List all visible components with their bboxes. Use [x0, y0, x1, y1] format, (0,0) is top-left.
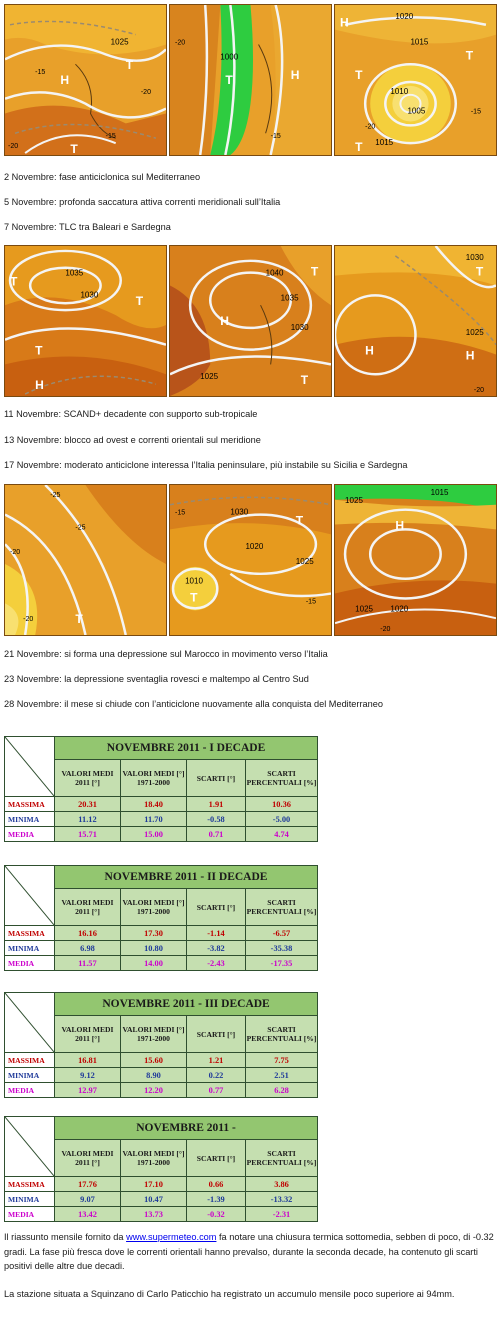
table-cell: -2.31 — [246, 1207, 318, 1222]
col-header-valori-medi-1971-2000: VALORI MEDI [°] 1971-2000 — [121, 760, 187, 797]
col-header-valori-medi-2011: VALORI MEDI 2011 [°] — [55, 889, 121, 926]
maps-row-1 — [4, 4, 497, 156]
svg-text:1000: 1000 — [220, 52, 239, 62]
maps-row-2 — [4, 245, 497, 397]
table-cell: 10.80 — [121, 941, 187, 956]
table-cell: 8.90 — [121, 1068, 187, 1083]
svg-text:-20: -20 — [365, 123, 376, 131]
svg-text:T: T — [355, 140, 363, 155]
table-cell: -5.00 — [246, 812, 318, 827]
table-ii-decade — [4, 865, 318, 971]
table-cell: 11.57 — [55, 956, 121, 971]
table-cell: 0.71 — [187, 827, 246, 842]
table-iii-decade — [4, 992, 318, 1098]
svg-text:-20: -20 — [380, 626, 391, 634]
table-cell: 12.20 — [121, 1083, 187, 1098]
caption-11-novembre: 11 Novembre: SCAND+ decadente con supporto sub-tropicale — [4, 409, 258, 419]
svg-text:1015: 1015 — [430, 487, 449, 497]
row-label-media: MEDIA — [5, 1083, 55, 1098]
table-corner — [5, 866, 55, 926]
svg-text:T: T — [135, 294, 144, 309]
svg-text:T: T — [75, 612, 83, 627]
svg-text:-20: -20 — [23, 616, 34, 624]
table-cell: 9.07 — [55, 1192, 121, 1207]
col-header-valori-medi-2011: VALORI MEDI 2011 [°] — [55, 760, 121, 797]
table-cell: 17.10 — [121, 1177, 187, 1192]
svg-text:1030: 1030 — [230, 507, 249, 517]
weather-map-28-novembre — [334, 484, 497, 636]
svg-text:1030: 1030 — [80, 290, 99, 300]
row-label-media: MEDIA — [5, 1207, 55, 1222]
table-cell: 15.00 — [121, 827, 187, 842]
svg-text:1010: 1010 — [185, 576, 203, 586]
weather-map-13-novembre — [169, 245, 332, 397]
table-cell: 13.73 — [121, 1207, 187, 1222]
svg-text:1035: 1035 — [280, 293, 299, 303]
col-header-scarti: SCARTI [°] — [187, 1016, 246, 1053]
weather-map-23-novembre — [169, 484, 332, 636]
table-cell: 0.22 — [187, 1068, 246, 1083]
svg-text:1025: 1025 — [295, 557, 314, 566]
svg-text:T: T — [70, 142, 78, 155]
svg-text:-15: -15 — [35, 69, 46, 77]
table-cell: 17.30 — [121, 926, 187, 941]
table-cell: 11.70 — [121, 812, 187, 827]
svg-text:1035: 1035 — [65, 268, 84, 278]
svg-text:1020: 1020 — [395, 11, 414, 21]
table-cell: 6.28 — [246, 1083, 318, 1098]
svg-text:1030: 1030 — [290, 322, 309, 332]
svg-text:1025: 1025 — [355, 604, 374, 614]
table-cell: 3.86 — [246, 1177, 318, 1192]
table-cell: -1.39 — [187, 1192, 246, 1207]
weather-map-2-novembre — [4, 4, 167, 156]
table-cell: 1.91 — [187, 797, 246, 812]
col-header-valori-medi-1971-2000: VALORI MEDI [°] 1971-2000 — [121, 1140, 187, 1177]
col-header-scarti-percentuali: SCARTI PERCENTUALI [%] — [246, 1016, 318, 1053]
table-cell: 0.66 — [187, 1177, 246, 1192]
col-header-scarti: SCARTI [°] — [187, 889, 246, 926]
caption-21-novembre: 21 Novembre: si forma una depressione sul Marocco in movimento verso l’Italia — [4, 649, 328, 659]
weather-map-5-novembre — [169, 4, 332, 156]
table-corner — [5, 1117, 55, 1177]
row-label-media: MEDIA — [5, 827, 55, 842]
caption-7-novembre: 7 Novembre: TLC tra Baleari e Sardegna — [4, 222, 171, 232]
svg-text:T: T — [355, 68, 363, 82]
row-label-massima: MASSIMA — [5, 797, 55, 812]
svg-text:-20: -20 — [10, 549, 21, 557]
supermeteo-link[interactable]: www.supermeteo.com — [126, 1232, 217, 1242]
svg-text:H: H — [35, 378, 44, 393]
table-title: NOVEMBRE 2011 - I DECADE — [55, 737, 318, 760]
table-cell: -17.35 — [246, 956, 318, 971]
svg-text:H: H — [60, 73, 70, 87]
table-title: NOVEMBRE 2011 - — [55, 1117, 318, 1140]
table-cell: 15.60 — [121, 1053, 187, 1068]
table-cell: 1.21 — [187, 1053, 246, 1068]
table-cell: 9.12 — [55, 1068, 121, 1083]
svg-text:H: H — [290, 68, 300, 82]
table-cell: -3.82 — [187, 941, 246, 956]
svg-text:T: T — [300, 373, 309, 388]
table-cell: -35.38 — [246, 941, 318, 956]
map-label: 1025 — [110, 37, 129, 47]
caption-5-novembre: 5 Novembre: profonda saccatura attiva correnti meridionali sull’Italia — [4, 197, 281, 207]
table-i-decade — [4, 736, 318, 842]
row-label-massima: MASSIMA — [5, 1177, 55, 1192]
table-corner — [5, 737, 55, 797]
svg-text:1025: 1025 — [200, 372, 219, 382]
station-paragraph: La stazione situata a Squinzano di Carlo Paticchio ha registrato un accumulo mensile poco superiore ai 94mm. — [4, 1289, 455, 1299]
table-cell: 0.77 — [187, 1083, 246, 1098]
svg-text:H: H — [465, 348, 475, 363]
weather-map-17-novembre — [334, 245, 497, 397]
col-header-valori-medi-1971-2000: VALORI MEDI [°] 1971-2000 — [121, 1016, 187, 1053]
table-cell: 16.16 — [55, 926, 121, 941]
table-title: NOVEMBRE 2011 - III DECADE — [55, 993, 318, 1016]
row-label-minima: MINIMA — [5, 1068, 55, 1083]
svg-text:1015: 1015 — [410, 37, 429, 47]
row-label-massima: MASSIMA — [5, 1053, 55, 1068]
caption-13-novembre: 13 Novembre: blocco ad ovest e correnti orientali sul meridione — [4, 435, 261, 445]
col-header-scarti-percentuali: SCARTI PERCENTUALI [%] — [246, 889, 318, 926]
svg-text:-15: -15 — [105, 133, 116, 141]
table-cell: 16.81 — [55, 1053, 121, 1068]
svg-text:T: T — [225, 73, 233, 87]
col-header-scarti-percentuali: SCARTI PERCENTUALI [%] — [246, 760, 318, 797]
weather-map-7-novembre — [334, 4, 497, 156]
svg-text:T: T — [10, 274, 18, 289]
table-cell: 14.00 — [121, 956, 187, 971]
table-cell: 11.12 — [55, 812, 121, 827]
table-novembre-totale — [4, 1116, 318, 1222]
svg-text:1020: 1020 — [390, 604, 409, 614]
svg-text:1010: 1010 — [390, 86, 409, 96]
table-cell: -13.32 — [246, 1192, 318, 1207]
svg-text:H: H — [220, 314, 230, 328]
table-cell: -0.58 — [187, 812, 246, 827]
svg-text:1005: 1005 — [407, 106, 426, 116]
summary-paragraph: Il riassunto mensile fornito da www.supermeteo.com fa notare una chiusura termica sottomedia, sebben di poco, di -0.32 gradi. La fase più fresca dove le correnti orientali hanno prevalso, durante la seconda decade, ha contenuto gli scarti positivi delle altre due decadi. — [4, 1232, 494, 1271]
table-cell: -1.14 — [187, 926, 246, 941]
table-cell: 12.97 — [55, 1083, 121, 1098]
svg-text:T: T — [475, 264, 484, 279]
svg-text:H: H — [340, 15, 349, 30]
col-header-valori-medi-2011: VALORI MEDI 2011 [°] — [55, 1016, 121, 1053]
svg-text:H: H — [365, 343, 374, 358]
svg-text:-15: -15 — [175, 509, 186, 517]
table-cell: 18.40 — [121, 797, 187, 812]
svg-text:-20: -20 — [140, 88, 152, 96]
table-title: NOVEMBRE 2011 - II DECADE — [55, 866, 318, 889]
table-cell: 6.98 — [55, 941, 121, 956]
caption-23-novembre: 23 Novembre: la depressione sventaglia rovesci e maltempo al Centro Sud — [4, 674, 309, 684]
table-cell: 17.76 — [55, 1177, 121, 1192]
col-header-scarti: SCARTI [°] — [187, 1140, 246, 1177]
maps-row-3 — [4, 484, 497, 636]
svg-text:T: T — [310, 264, 319, 279]
col-header-scarti: SCARTI [°] — [187, 760, 246, 797]
svg-text:1025: 1025 — [465, 327, 484, 337]
svg-text:-20: -20 — [473, 387, 485, 395]
row-label-media: MEDIA — [5, 956, 55, 971]
svg-text:T: T — [190, 590, 198, 605]
svg-text:-15: -15 — [470, 108, 482, 116]
svg-text:1030: 1030 — [465, 252, 484, 262]
table-cell: -0.32 — [187, 1207, 246, 1222]
caption-2-novembre: 2 Novembre: fase anticiclonica sul Mediterraneo — [4, 172, 201, 182]
table-cell: 7.75 — [246, 1053, 318, 1068]
table-cell: 13.42 — [55, 1207, 121, 1222]
table-cell: 4.74 — [246, 827, 318, 842]
col-header-valori-medi-1971-2000: VALORI MEDI [°] 1971-2000 — [121, 889, 187, 926]
svg-text:1025: 1025 — [345, 495, 363, 505]
svg-text:T: T — [295, 513, 304, 528]
table-cell: 20.31 — [55, 797, 121, 812]
svg-text:1020: 1020 — [245, 542, 264, 552]
svg-text:-15: -15 — [305, 598, 317, 606]
svg-text:H: H — [395, 518, 405, 533]
svg-text:T: T — [125, 58, 134, 73]
table-corner — [5, 993, 55, 1053]
svg-text:-15: -15 — [270, 133, 281, 141]
table-cell: 10.36 — [246, 797, 318, 812]
svg-text:1040: 1040 — [265, 268, 284, 278]
table-cell: -2.43 — [187, 956, 246, 971]
row-label-minima: MINIMA — [5, 941, 55, 956]
caption-28-novembre: 28 Novembre: il mese si chiude con l’anticiclone nuovamente alla conquista del Mediterraneo — [4, 699, 383, 709]
table-cell: 15.71 — [55, 827, 121, 842]
col-header-valori-medi-2011: VALORI MEDI 2011 [°] — [55, 1140, 121, 1177]
row-label-massima: MASSIMA — [5, 926, 55, 941]
col-header-scarti-percentuali: SCARTI PERCENTUALI [%] — [246, 1140, 318, 1177]
table-cell: -6.57 — [246, 926, 318, 941]
svg-text:-25: -25 — [50, 491, 61, 499]
svg-text:T: T — [35, 343, 43, 358]
caption-17-novembre: 17 Novembre: moderato anticiclone interessa l’Italia peninsulare, più instabile su Sicilia e Sardegna — [4, 460, 408, 470]
table-cell: 10.47 — [121, 1192, 187, 1207]
row-label-minima: MINIMA — [5, 812, 55, 827]
weather-map-11-novembre — [4, 245, 167, 397]
svg-text:T: T — [465, 48, 474, 63]
table-cell: 2.51 — [246, 1068, 318, 1083]
weather-map-21-novembre — [4, 484, 167, 636]
svg-text:1015: 1015 — [375, 138, 394, 148]
svg-text:-20: -20 — [175, 39, 186, 47]
svg-text:-20: -20 — [8, 143, 19, 151]
svg-text:-25: -25 — [75, 524, 86, 532]
row-label-minima: MINIMA — [5, 1192, 55, 1207]
